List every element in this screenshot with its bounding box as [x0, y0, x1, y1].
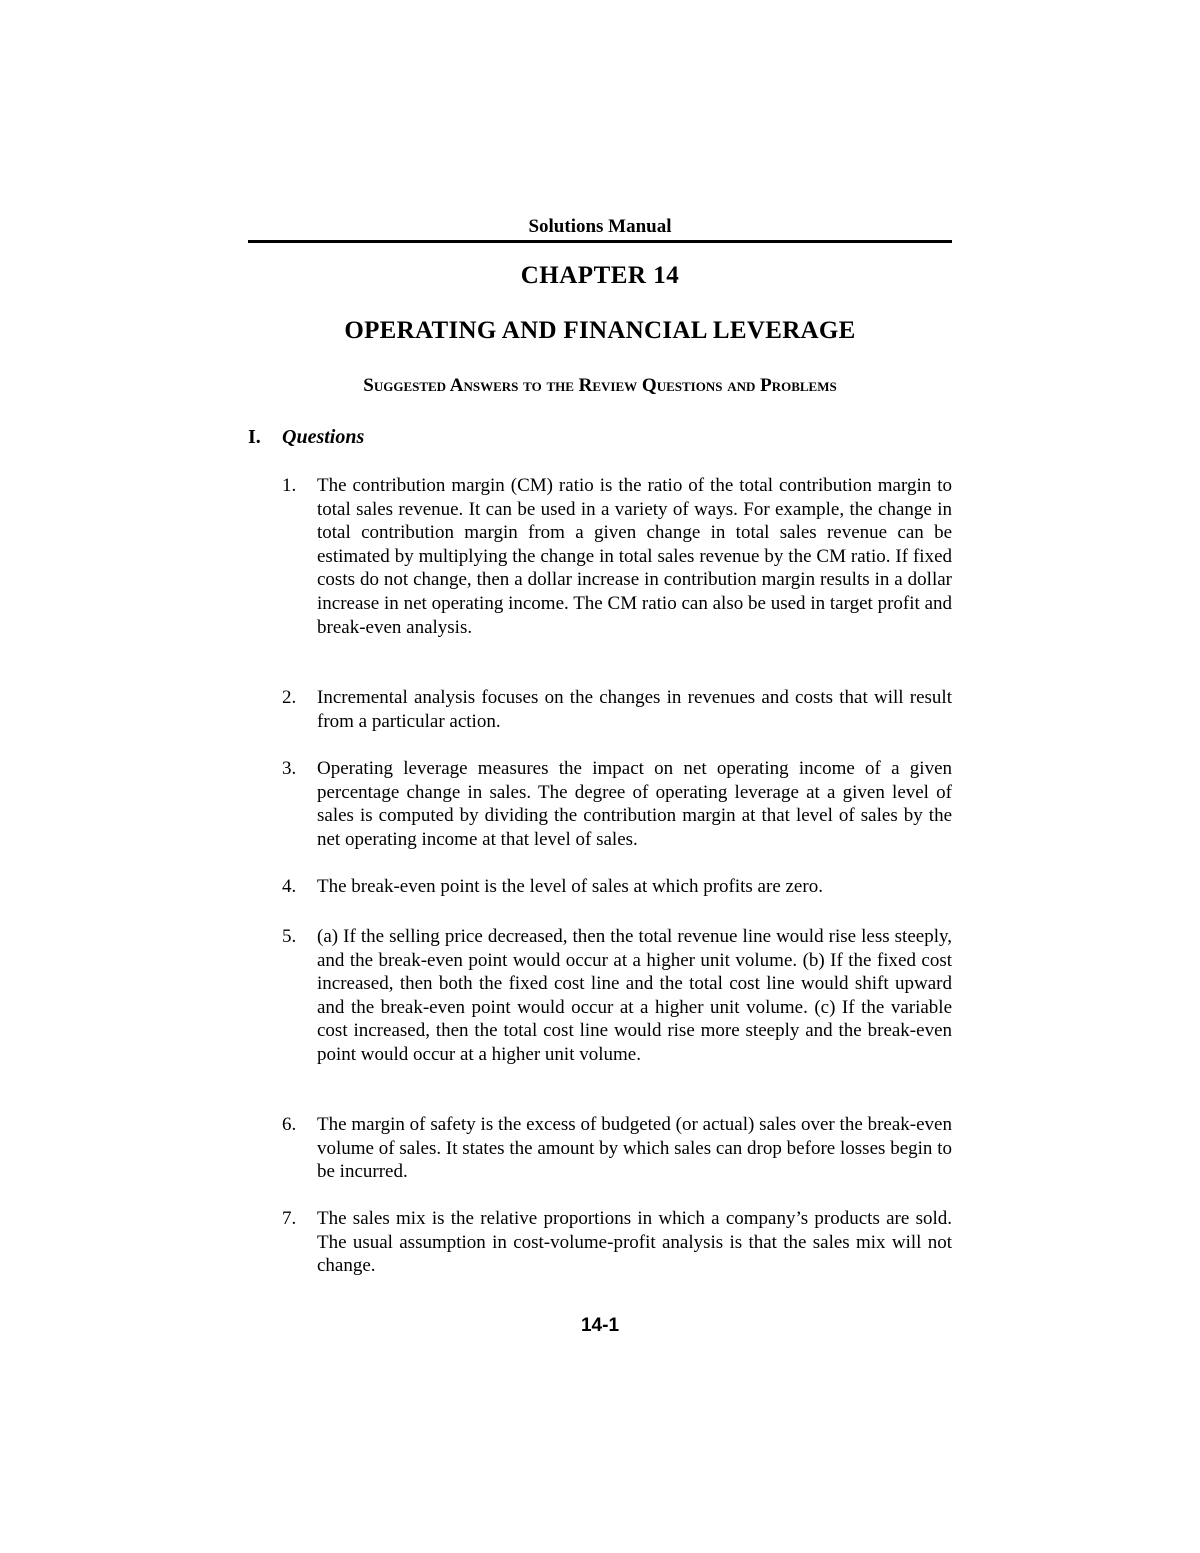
- question-text: (a) If the selling price decreased, then the total revenue line would rise less steeply, and the break-even point would occur at a higher unit volume. (b) If the fixed cost increased, then both the fixed cost line and the total cost line would shift upward and the break-even point would occur at a higher unit volume. (c) If the variable cost increased, then the total cost line would rise more steeply and the break-even point would occur at a higher unit volume.: [317, 926, 952, 1065]
- question-number: 2.: [282, 687, 297, 708]
- question-item: [282, 925, 952, 1067]
- part-heading: [248, 426, 364, 449]
- question-text: Operating leverage measures the impact on net operating income of a given percentage change in sales. The degree of operating leverage at a given level of sales is computed by dividing the contribution margin at that level of sales by the net operating income at that level of sales.: [317, 758, 952, 850]
- question-text: Incremental analysis focuses on the changes in revenues and costs that will result from a particular action.: [317, 687, 952, 732]
- question-text: The break-even point is the level of sales at which profits are zero.: [317, 876, 823, 897]
- section-heading: Suggested Answers to the Review Questions and Problems: [363, 375, 837, 396]
- question-text: The margin of safety is the excess of budgeted (or actual) sales over the break-even volume of sales. It states the amount by which sales can drop before losses begin to be incurred.: [317, 1114, 952, 1183]
- question-number: 6.: [282, 1114, 297, 1135]
- question-number: 5.: [282, 926, 297, 947]
- part-label: Questions: [282, 426, 365, 448]
- running-header: Solutions Manual: [528, 216, 672, 237]
- document-page: [248, 0, 952, 1553]
- question-number: 4.: [282, 876, 297, 897]
- question-item: [282, 1207, 952, 1278]
- question-item: [282, 757, 952, 851]
- header-divider: [248, 240, 952, 243]
- chapter-subtitle: OPERATING AND FINANCIAL LEVERAGE: [344, 317, 856, 344]
- question-item: [282, 1113, 952, 1184]
- question-item: [282, 686, 952, 733]
- question-number: 1.: [282, 475, 297, 496]
- question-item: [282, 474, 952, 639]
- question-number: 7.: [282, 1208, 297, 1229]
- chapter-title: CHAPTER 14: [520, 262, 680, 289]
- question-number: 3.: [282, 758, 297, 779]
- part-numeral: I.: [248, 426, 261, 448]
- page-number: 14-1: [580, 1315, 620, 1336]
- question-item: [282, 875, 952, 899]
- question-text: The sales mix is the relative proportions in which a company’s products are sold. The usual assumption in cost-volume-profit analysis is that the sales mix will not change.: [317, 1208, 952, 1277]
- question-text: The contribution margin (CM) ratio is the ratio of the total contribution margin to total sales revenue. It can be used in a variety of ways. For example, the change in total contribution margin from a given change in total sales revenue can be estimated by multiplying the change in total sales revenue by the CM ratio. If fixed costs do not change, then a dollar increase in contribution margin results in a dollar increase in net operating income. The CM ratio can also be used in target profit and break-even analysis.: [317, 475, 952, 638]
